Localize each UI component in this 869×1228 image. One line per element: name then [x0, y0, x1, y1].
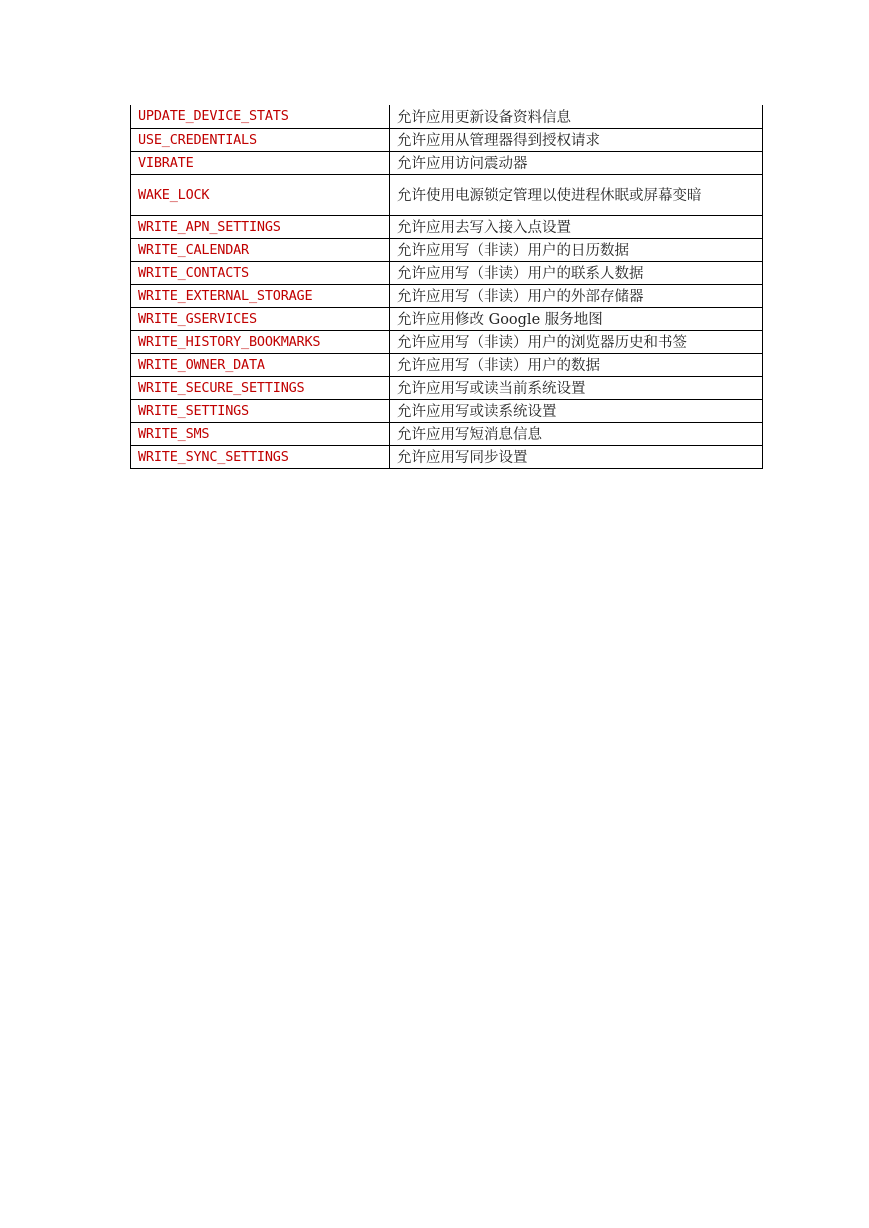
- table-row: [131, 353, 763, 376]
- permission-name: VIBRATE: [131, 151, 390, 174]
- permission-description: 允许使用电源锁定管理以使进程休眠或屏幕变暗: [390, 174, 763, 215]
- table-row: [131, 284, 763, 307]
- permission-description: 允许应用修改 Google 服务地图: [390, 307, 763, 330]
- table-row: [131, 376, 763, 399]
- table-row: [131, 105, 763, 128]
- permissions-table: [130, 105, 763, 469]
- permission-description: 允许应用访问震动器: [390, 151, 763, 174]
- permission-name: WRITE_SYNC_SETTINGS: [131, 445, 390, 468]
- permission-description: 允许应用写（非读）用户的数据: [390, 353, 763, 376]
- permission-description: 允许应用写（非读）用户的浏览器历史和书签: [390, 330, 763, 353]
- table-row: [131, 215, 763, 238]
- permission-description: 允许应用写短消息信息: [390, 422, 763, 445]
- table-row: [131, 128, 763, 151]
- permission-name: UPDATE_DEVICE_STATS: [131, 105, 390, 128]
- permission-name: WAKE_LOCK: [131, 174, 390, 215]
- table-row: [131, 151, 763, 174]
- permission-name: WRITE_CONTACTS: [131, 261, 390, 284]
- permission-name: WRITE_SECURE_SETTINGS: [131, 376, 390, 399]
- table-row: [131, 174, 763, 215]
- table-row: [131, 422, 763, 445]
- table-row: [131, 307, 763, 330]
- permission-description: 允许应用从管理器得到授权请求: [390, 128, 763, 151]
- permission-description: 允许应用写或读系统设置: [390, 399, 763, 422]
- permission-name: WRITE_SMS: [131, 422, 390, 445]
- table-row: [131, 330, 763, 353]
- permission-name: USE_CREDENTIALS: [131, 128, 390, 151]
- permission-description: 允许应用更新设备资料信息: [390, 105, 763, 128]
- permission-name: WRITE_SETTINGS: [131, 399, 390, 422]
- permission-description: 允许应用写同步设置: [390, 445, 763, 468]
- permission-description: 允许应用写或读当前系统设置: [390, 376, 763, 399]
- permission-name: WRITE_CALENDAR: [131, 238, 390, 261]
- table-row: [131, 261, 763, 284]
- permission-name: WRITE_HISTORY_BOOKMARKS: [131, 330, 390, 353]
- permission-description: 允许应用写（非读）用户的日历数据: [390, 238, 763, 261]
- table-row: [131, 238, 763, 261]
- table-row: [131, 399, 763, 422]
- permission-description: 允许应用去写入接入点设置: [390, 215, 763, 238]
- permission-description: 允许应用写（非读）用户的外部存储器: [390, 284, 763, 307]
- table-row: [131, 445, 763, 468]
- permission-name: WRITE_EXTERNAL_STORAGE: [131, 284, 390, 307]
- permission-description: 允许应用写（非读）用户的联系人数据: [390, 261, 763, 284]
- permission-name: WRITE_OWNER_DATA: [131, 353, 390, 376]
- permission-name: WRITE_GSERVICES: [131, 307, 390, 330]
- permission-name: WRITE_APN_SETTINGS: [131, 215, 390, 238]
